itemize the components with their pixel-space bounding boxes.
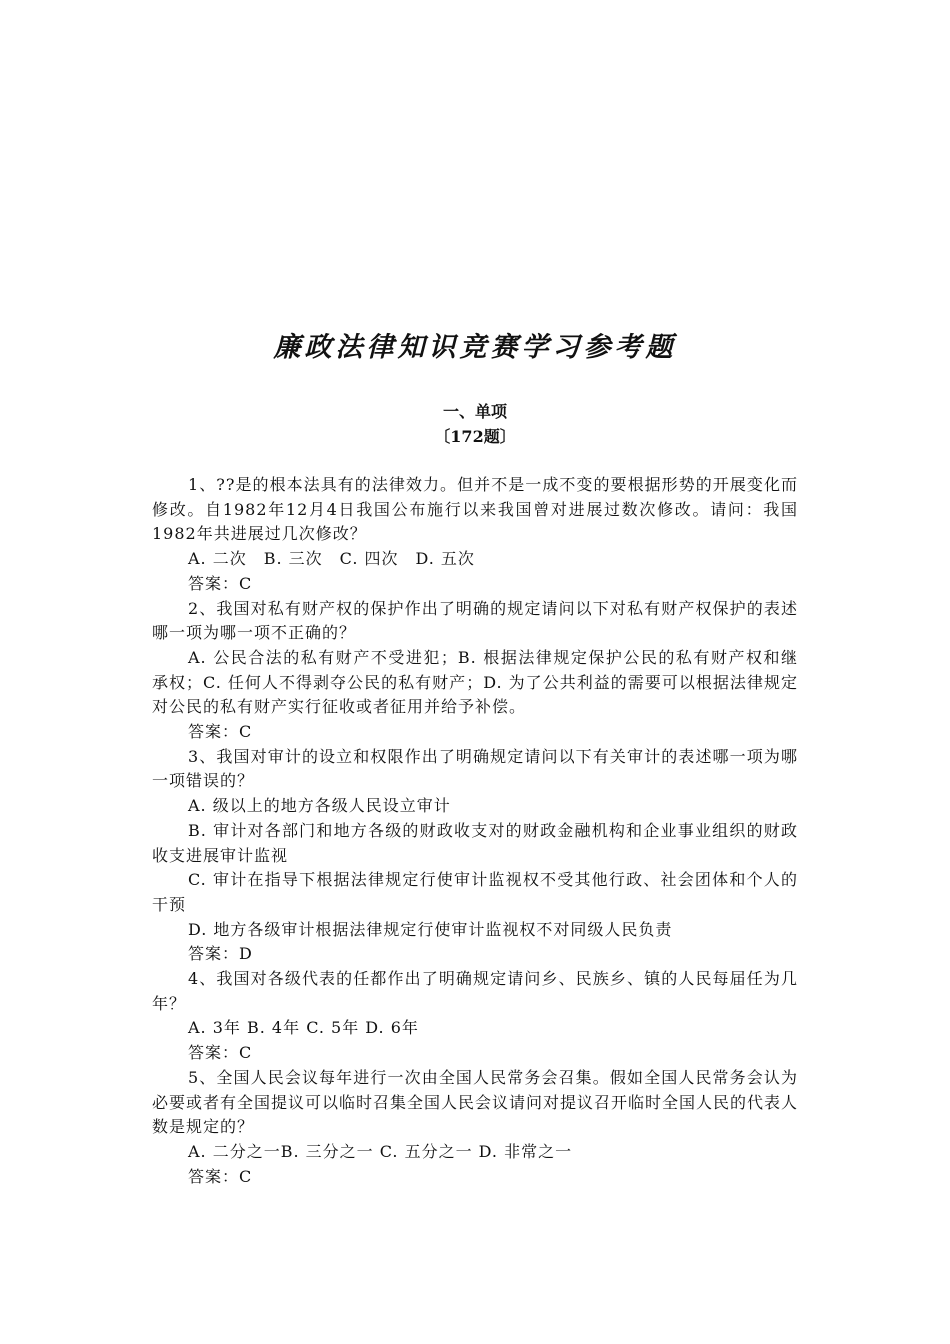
question-3-option-d: D. 地方各级审计根据法律规定行使审计监视权不对同级人民负责 xyxy=(188,919,673,939)
question-4-stem: 4、我国对各级代表的任都作出了明确规定请问乡、民族乡、镇的人民每届任为几年？ xyxy=(152,969,798,1013)
document-title: 廉政法律知识竞赛学习参考题 xyxy=(273,332,677,363)
question-1-answer: 答案：C xyxy=(188,573,253,593)
question-5-stem: 5、全国人民会议每年进行一次由全国人民常务会召集。假如全国人民常务会认为必要或者有全国提议可以临时召集全国人民会议请问对提议召开临时全国人民的代表人数是规定的？ xyxy=(152,1067,799,1137)
question-list xyxy=(152,473,798,1189)
question-3-option-a: A. 级以上的地方各级人民设立审计 xyxy=(188,796,451,816)
question-2-options: A. 公民合法的私有财产不受进犯；B. 根据法律规定保护公民的私有财产权和继承权；C. 任何人不得剥夺公民的私有财产；D. 为了公共利益的需要可以根据法律规定对公民的私有财产实行征收或者征用并给予补偿。 xyxy=(152,647,798,717)
question-3-option-b: B. 审计对各部门和地方各级的财政收支对的财政金融机构和企业事业组织的财政收支进展审计监视 xyxy=(152,820,798,865)
question-4-options: A. 3年 B. 4年 C. 5年 D. 6年 xyxy=(188,1018,419,1038)
question-5-options: A. 二分之一B. 三分之一 C. 五分之一 D. 非常之一 xyxy=(188,1141,573,1161)
question-2-stem: 2、我国对私有财产权的保护作出了明确的规定请问以下对私有财产权保护的表述哪一项为哪一项不正确的？ xyxy=(152,598,798,643)
question-4-answer: 答案：C xyxy=(188,1043,253,1063)
question-3-option-c: C. 审计在指导下根据法律规定行使审计监视权不受其他行政、社会团体和个人的干预 xyxy=(152,870,798,914)
question-1-stem: 1、??是的根本法具有的法律效力。但并不是一成不变的要根据形势的开展变化而修改。自1982年12月4日我国公布施行以来我国曾对进展过数次修改。请问：我国1982年共进展过几次修改？ xyxy=(152,475,798,544)
section-question-count: 〔172题〕 xyxy=(434,427,516,446)
question-2-answer: 答案：C xyxy=(188,722,253,742)
question-3-stem: 3、我国对审计的设立和权限作出了明确规定请问以下有关审计的表述哪一项为哪一项错误的？ xyxy=(152,746,798,791)
question-1-options: A. 二次 B. 三次 C. 四次 D. 五次 xyxy=(188,549,475,569)
question-3-answer: 答案：D xyxy=(188,944,253,964)
section-heading: 一、单项 xyxy=(442,402,507,421)
question-5-answer: 答案：C xyxy=(188,1166,253,1186)
